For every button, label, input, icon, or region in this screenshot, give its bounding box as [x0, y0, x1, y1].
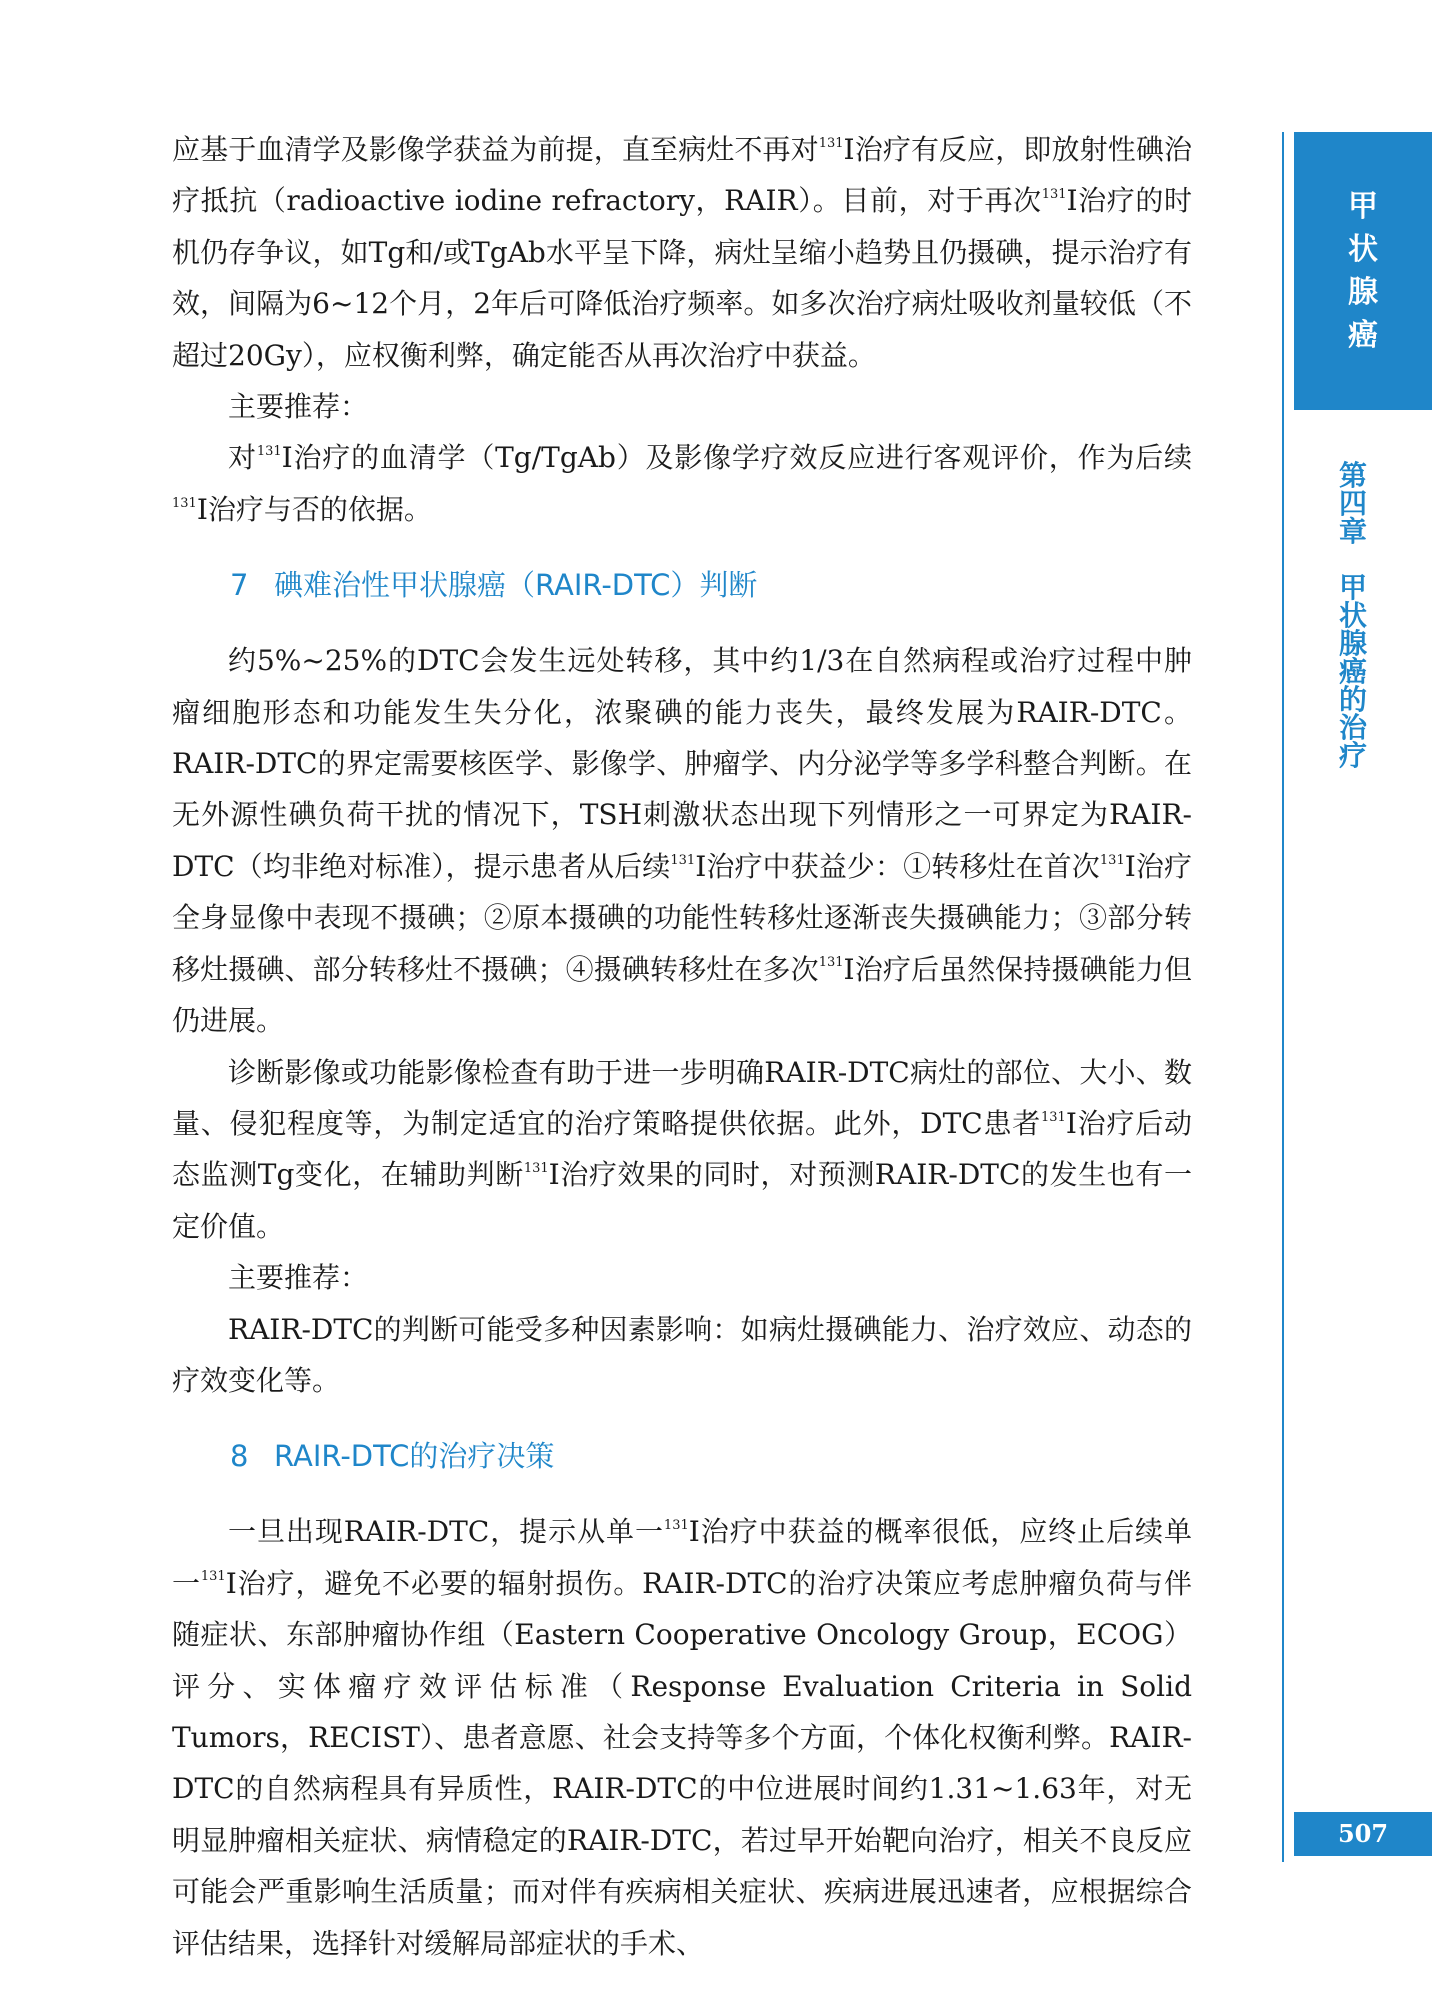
section-heading-8	[172, 1436, 1192, 1476]
text: I治疗后动态监测Tg变化，在辅助判断	[172, 1106, 1193, 1192]
recommendation-label: 主要推荐：	[228, 1261, 369, 1295]
chapter-char: 腺	[1338, 627, 1367, 660]
isotope-superscript: 131	[256, 444, 282, 460]
isotope-superscript: 131	[523, 1160, 549, 1176]
tab-char: 腺	[1348, 275, 1378, 310]
text: I治疗有反应，即放射性碘治疗抵抗（radioactive iodine refractory，RAIR）。目前，对于再次	[172, 133, 1192, 218]
chapter-char: 状	[1338, 599, 1367, 632]
margin-rule	[1282, 132, 1284, 1862]
running-chapter-label	[1336, 459, 1370, 772]
text: 应基于血清学及影像学获益为前提，直至病灶不再对	[172, 133, 819, 166]
text: 对	[228, 441, 257, 475]
paragraph	[172, 1506, 1192, 1969]
chapter-char: 的	[1338, 683, 1367, 716]
text: 约5%~25%的DTC会发生远处转移，其中约1/3在自然病程或治疗过程中肿瘤细胞形态和功能发生失分化，浓聚碘的能力丧失，最终发展为RAIR-DTC。RAIR-DTC的界定需要核医学、影像学、肿瘤学、内分泌学等多学科整合判断。在无外源性碘负荷干扰的情况下，TSH刺激状态出现下列情形之一可界定为RAIR-DTC（均非绝对标准），提示患者从后续	[172, 644, 1192, 883]
text: I治疗效果的同时，对预测RAIR-DTC的发生也有一定价值。	[172, 1158, 1192, 1243]
section-heading-7	[172, 565, 1192, 605]
isotope-superscript: 131	[1099, 852, 1125, 868]
chapter-char: 疗	[1338, 739, 1367, 772]
chapter-char: 第	[1338, 459, 1367, 492]
section-number: 7	[230, 568, 249, 603]
text: I治疗与否的依据。	[196, 492, 432, 526]
spacer	[1336, 546, 1370, 574]
tab-char: 癌	[1348, 318, 1378, 353]
recommendation-label: 主要推荐：	[228, 390, 369, 424]
section-number: 8	[230, 1439, 249, 1474]
paragraph	[172, 1047, 1192, 1253]
tab-char: 状	[1348, 232, 1378, 267]
tab-char: 甲	[1348, 189, 1378, 224]
text: 一旦出现RAIR-DTC，提示从单一	[228, 1515, 664, 1549]
page-body	[172, 124, 1192, 1969]
text: I治疗，避免不必要的辐射损伤。RAIR-DTC的治疗决策应考虑肿瘤负荷与伴随症状、东部肿瘤协作组（Eastern Cooperative Oncology Group，ECOG）评分、实体瘤疗效评估标准（Response Evaluation Criteria in Solid Tumors，RECIST）、患者意愿、社会支持等多个方面，个体化权衡利弊。RAIR-DTC的自然病程具有异质性，RAIR-DTC的中位进展时间约1.31~1.63年，对无明显肿瘤相关症状、病情稳定的RAIR-DTC，若过早开始靶向治疗，相关不良反应可能会严重影响生活质量；而对伴有疾病相关症状、疾病进展迅速者，应根据综合评估结果，选择针对缓解局部症状的手术、	[172, 1566, 1192, 1960]
isotope-superscript: 131	[818, 955, 844, 971]
chapter-char: 四	[1338, 487, 1367, 520]
text: I治疗中获益少：①转移灶在首次	[695, 849, 1100, 883]
paragraph	[172, 635, 1192, 1046]
isotope-superscript: 131	[1041, 1109, 1066, 1125]
isotope-superscript: 131	[663, 1518, 689, 1534]
recommendation-text	[172, 432, 1192, 535]
section-title: RAIR-DTC的治疗决策	[274, 1439, 555, 1474]
page-number: 507	[1294, 1812, 1432, 1856]
isotope-superscript: 131	[670, 852, 696, 868]
text: I治疗的血清学（Tg/TgAb）及影像学疗效反应进行客观评价，作为后续	[281, 441, 1192, 475]
text: 诊断影像或功能影像检查有助于进一步明确RAIR-DTC病灶的部位、大小、数量、侵犯程度等，为制定适宜的治疗策略提供依据。此外，DTC患者	[172, 1055, 1192, 1140]
isotope-superscript: 131	[172, 495, 197, 511]
isotope-superscript: 131	[200, 1569, 226, 1585]
chapter-char: 癌	[1338, 655, 1367, 688]
chapter-char: 治	[1338, 711, 1367, 744]
text: I治疗的时机仍存争议，如Tg和/或TgAb水平呈下降，病灶呈缩小趋势且仍摄碘，提示治疗有效，间隔为6~12个月，2年后可降低治疗频率。如多次治疗病灶吸收剂量较低（不超过20Gy），应权衡利弊，确定能否从再次治疗中获益。	[172, 184, 1193, 372]
section-title: 碘难治性甲状腺癌（RAIR-DTC）判断	[274, 568, 758, 603]
paragraph	[172, 124, 1192, 381]
text: I治疗后虽然保持摄碘能力但仍进展。	[172, 952, 1192, 1038]
chapter-thumb-tab	[1294, 132, 1432, 410]
isotope-superscript: 131	[818, 135, 844, 151]
isotope-superscript: 131	[1041, 187, 1067, 203]
text: I治疗中获益的概率很低，应终止后续单一	[172, 1515, 1192, 1600]
recommendation-text: RAIR-DTC的判断可能受多种因素影响：如病灶摄碘能力、治疗效应、动态的疗效变化等。	[172, 1312, 1192, 1397]
chapter-char: 章	[1338, 515, 1367, 548]
text: I治疗全身显像中表现不摄碘；②原本摄碘的功能性转移灶逐渐丧失摄碘能力；③部分转移灶摄碘、部分转移灶不摄碘；④摄碘转移灶在多次	[172, 849, 1193, 986]
chapter-char: 甲	[1338, 571, 1367, 604]
